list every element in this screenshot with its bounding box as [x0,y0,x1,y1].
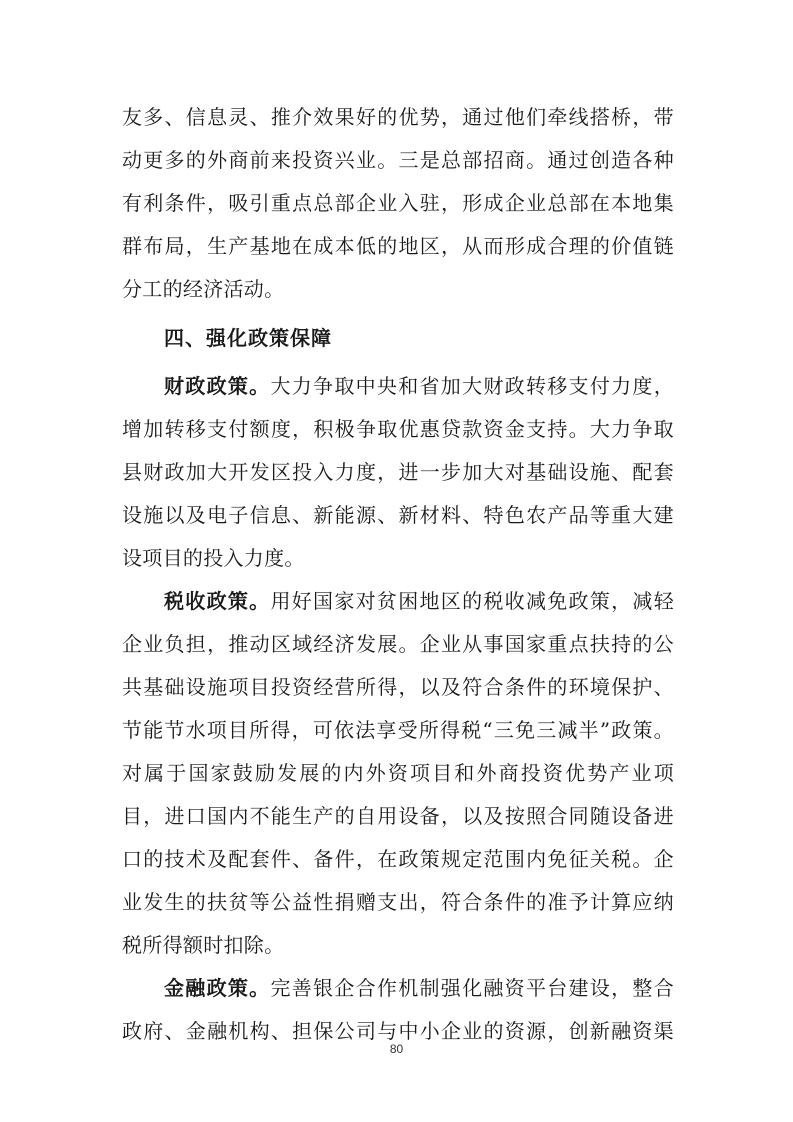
paragraph-lead-tax: 税收政策。 [164,589,271,613]
page-number: 80 [389,1042,404,1056]
body-text-line: 动更多的外商前来投资兴业。三是总部招商。通过创造各种 [122,148,674,172]
paragraph-text: 用好国家对贫困地区的税收减免政策，减轻 [270,589,675,613]
paragraph-first-line [164,968,674,1008]
body-text-line: 节能节水项目所得，可依法享受所得税“三免三减半”政策。 [122,718,674,742]
paragraph-text: 大力争取中央和省加大财政转移支付力度， [270,374,675,398]
body-text-line: 共基础设施项目投资经营所得，以及符合条件的环境保护、 [122,675,674,699]
body-text-line: 友多、信息灵、推介效果好的优势，通过他们牵线搭桥，带 [122,105,674,129]
paragraph-first-line [164,366,674,406]
body-text-line: 企业负担，推动区域经济发展。企业从事国家重点扶持的公 [122,632,674,656]
body-text-line: 设项目的投入力度。 [122,546,305,570]
paragraph-lead-fiscal: 财政政策。 [164,374,271,398]
body-text-line: 业发生的扶贫等公益性捐赠支出，符合条件的准予计算应纳 [122,890,674,914]
body-text-line: 目，进口国内不能生产的自用设备，以及按照合同随设备进 [122,804,674,828]
body-text-line: 分工的经济活动。 [122,277,285,301]
paragraph-text: 完善银企合作机制强化融资平台建设，整合 [270,976,675,1000]
body-text-line: 增加转移支付额度，积极争取优惠贷款资金支持。大力争取 [122,417,674,441]
paragraph-first-line [164,581,674,621]
body-text-line: 有利条件，吸引重点总部企业入驻，形成企业总部在本地集 [122,191,674,215]
body-text-line: 口的技术及配套件、备件，在政策规定范围内免征关税。企 [122,847,674,871]
body-text-line: 对属于国家鼓励发展的内外资项目和外商投资优势产业项 [122,761,674,785]
body-text-line: 县财政加大开发区投入力度，进一步加大对基础设施、配套 [122,460,674,484]
body-text-line: 税所得额时扣除。 [122,933,285,957]
section-heading: 四、强化政策保障 [164,326,332,350]
body-text-line: 群布局，生产基地在成本低的地区，从而形成合理的价值链 [122,234,674,258]
body-text-line: 设施以及电子信息、新能源、新材料、特色农产品等重大建 [122,503,674,527]
body-text-line: 政府、金融机构、担保公司与中小企业的资源，创新融资渠 [122,1019,674,1043]
paragraph-lead-finance: 金融政策。 [164,976,271,1000]
